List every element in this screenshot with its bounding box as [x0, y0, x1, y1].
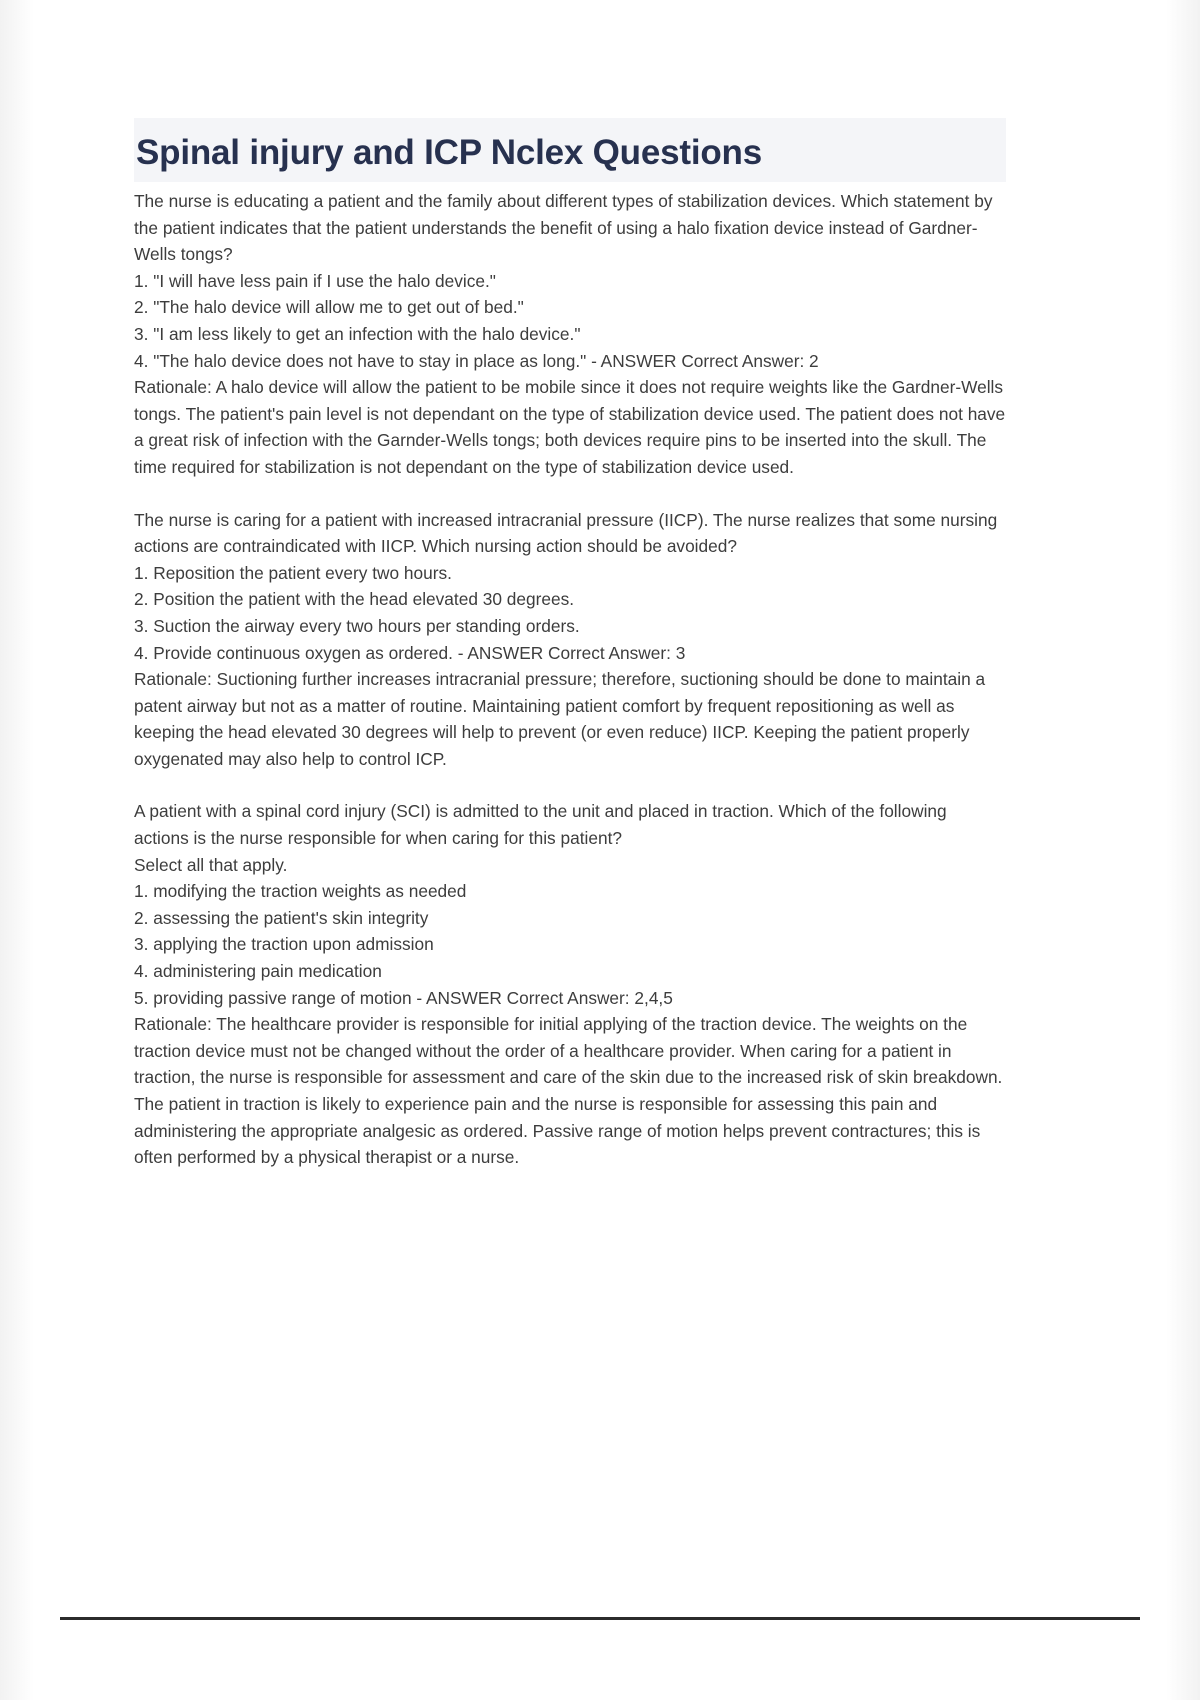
question-block-1: [134, 188, 1006, 481]
question-option: 1. modifying the traction weights as needed: [134, 881, 467, 902]
question-option: 4. administering pain medication: [134, 961, 382, 982]
block-spacer: [134, 772, 1006, 798]
page-right-edge-shadow: [1166, 0, 1200, 1700]
question-instruction: Select all that apply.: [134, 854, 288, 875]
question-stem: The nurse is educating a patient and the family about different types of stabilization devices. Which statement by the patient indicates that the patient understands the benefit of using a halo fixation device instead of Gardner-Wells tongs?: [134, 191, 993, 265]
question-block-2: [134, 507, 1006, 773]
question-option: 2. Position the patient with the head elevated 30 degrees.: [134, 589, 575, 610]
page-left-edge-shadow: [0, 0, 34, 1700]
page-bottom-divider: [60, 1617, 1140, 1620]
title-highlight-band: [134, 118, 1006, 182]
question-stem: The nurse is caring for a patient with increased intracranial pressure (IICP). The nurse realizes that some nursing actions are contraindicated with IICP. Which nursing action should be avoided?: [134, 509, 998, 557]
question-rationale: Rationale: A halo device will allow the patient to be mobile since it does not require weights like the Gardner-Wells tongs. The patient's pain level is not dependant on the type of stabilization device used. The patient does not have a great risk of infection with the Garnder-Wells tongs; both devices require pins to be inserted into the skull. The time required for stabilization is not dependant on the type of stabilization device used.: [134, 377, 1006, 477]
question-option-with-answer: 5. providing passive range of motion - ANSWER Correct Answer: 2,4,5: [134, 987, 673, 1008]
question-option: 3. "I am less likely to get an infection with the halo device.": [134, 323, 581, 344]
block-spacer: [134, 481, 1006, 507]
page-title: Spinal injury and ICP Nclex Questions: [136, 133, 763, 172]
question-option: 1. Reposition the patient every two hours.: [134, 562, 452, 583]
question-block-3: [134, 798, 1006, 1170]
document-content: [134, 118, 1006, 1171]
question-option: 1. "I will have less pain if I use the halo device.": [134, 270, 496, 291]
question-option: 2. assessing the patient's skin integrity: [134, 907, 429, 928]
question-option: 3. applying the traction upon admission: [134, 934, 434, 955]
question-stem: A patient with a spinal cord injury (SCI) is admitted to the unit and placed in traction. Which of the following actions is the nurse responsible for when caring for this patient?: [134, 801, 947, 849]
question-rationale: Rationale: Suctioning further increases intracranial pressure; therefore, suctioning should be done to maintain a patent airway but not as a matter of routine. Maintaining patient comfort by frequent repositioning as well as keeping the head elevated 30 degrees will help to prevent (or even reduce) IICP. Keeping the patient properly oxygenated may also help to control ICP.: [134, 669, 986, 769]
question-option-with-answer: 4. "The halo device does not have to stay in place as long." - ANSWER Correct Answer: 2: [134, 350, 819, 371]
question-rationale: Rationale: The healthcare provider is responsible for initial applying of the traction device. The weights on the traction device must not be changed without the order of a healthcare provider. When caring for a patient in traction, the nurse is responsible for assessment and care of the skin due to the increased risk of skin breakdown. The patient in traction is likely to experience pain and the nurse is responsible for assessing this pain and administering the appropriate analgesic as ordered. Passive range of motion helps prevent contractures; this is often performed by a physical therapist or a nurse.: [134, 1014, 1003, 1168]
question-option: 2. "The halo device will allow me to get out of bed.": [134, 297, 524, 318]
question-option: 3. Suction the airway every two hours per standing orders.: [134, 615, 580, 636]
question-option-with-answer: 4. Provide continuous oxygen as ordered. - ANSWER Correct Answer: 3: [134, 642, 686, 663]
